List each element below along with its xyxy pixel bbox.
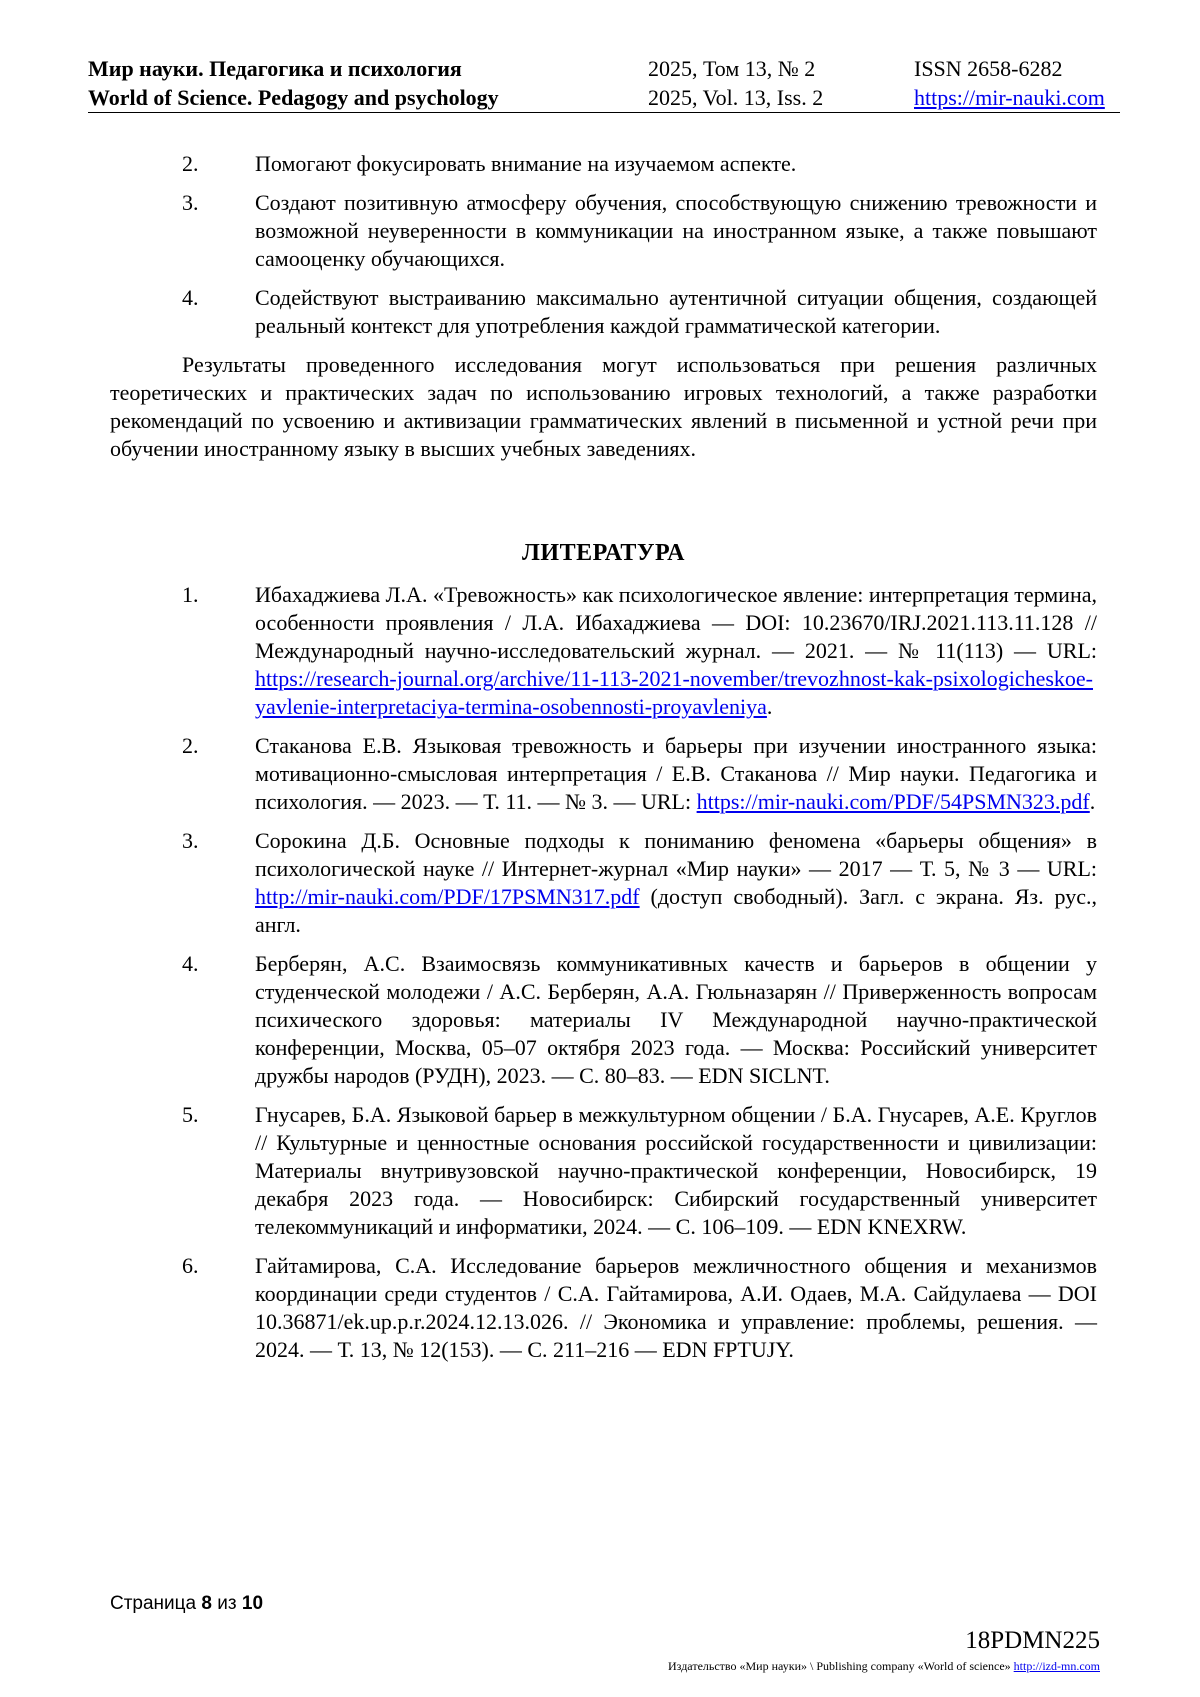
list-item-number: 3. — [182, 190, 199, 215]
reference-text: Берберян, А.С. Взаимосвязь коммуникативных качеств и барьеров в общении у студенческой молодежи / А.С. Берберян, А.А. Гюльназарян // Приверженность вопросам психического здоровья: материалы IV Международной научно-практической конференции, Москва, 05–07 октября 2023 года. — Москва: Российский университет дружбы народов (РУДН), 2023. — С. 80–83. — EDN SICLNT. — [255, 951, 1097, 1088]
issue-info — [648, 54, 823, 112]
issue-info-ru: 2025, Том 13, № 2 — [648, 56, 816, 81]
reference-text: Гнусарев, Б.А. Языковой барьер в межкультурном общении / Б.А. Гнусарев, А.Е. Круглов // Культурные и ценностные основания российской государственности и цивилизации: Материалы внутривузовской научно-практической конференции, Новосибирск, 19 декабря 2023 года. — Новосибирск: Сибирский государственный университет телекоммуникаций и информатики, 2024. — С. 106–109. — EDN KNEXRW. — [255, 1102, 1097, 1239]
reference-item — [110, 827, 1097, 939]
page-prefix: Страница — [110, 1593, 197, 1614]
journal-title-ru: Мир науки. Педагогика и психология — [88, 56, 462, 81]
list-item-text: Помогают фокусировать внимание на изучаемом аспекте. — [255, 151, 797, 176]
reference-item — [110, 1252, 1097, 1364]
issn: ISSN 2658-6282 — [914, 56, 1063, 81]
reference-text: Сорокина Д.Б. Основные подходы к пониманию феномена «барьеры общения» в психологической науке // Интернет-журнал «Мир науки» — 2017 — Т. 5, № 3 — URL: — [255, 828, 1097, 881]
publisher-line — [668, 1659, 1100, 1674]
reference-link[interactable]: http://mir-nauki.com/PDF/17PSMN317.pdf — [255, 884, 640, 909]
list-item — [110, 189, 1097, 273]
issue-info-en: 2025, Vol. 13, Iss. 2 — [648, 85, 824, 110]
reference-item — [110, 581, 1097, 721]
reference-link[interactable]: https://research-journal.org/archive/11-113-2021-november/trevozhnost-kak-psixologicheskoe-yavlenie-interpretaciya-termina-osobennosti-proyavleniya — [255, 666, 1093, 719]
page-of: из — [217, 1593, 237, 1614]
reference-link[interactable]: https://mir-nauki.com/PDF/54PSMN323.pdf — [696, 789, 1090, 814]
list-item-number: 2. — [182, 151, 199, 176]
list-item-number: 4. — [182, 285, 199, 310]
list-item — [110, 284, 1097, 340]
article-code: 18PDMN225 — [965, 1627, 1100, 1654]
article-body — [110, 150, 1097, 1375]
reference-text: Гайтамирова, С.А. Исследование барьеров межличностного общения и механизмов координации среди студентов / С.А. Гайтамирова, А.И. Одаев, М.А. Сайдулаева — DOI 10.36871/ek.up.p.r.2024.12.13.026. // Экономика и управление: проблемы, решения. — 2024. — Т. 13, № 12(153). — С. 211–216 — EDN FPTUJY. — [255, 1253, 1097, 1362]
list-item-text: Содействуют выстраиванию максимально аутентичной ситуации общения, создающей реальный контекст для употребления каждой грамматической категории. — [255, 285, 1097, 338]
journal-id — [914, 54, 1105, 112]
reference-number: 3. — [182, 828, 199, 853]
page-total: 10 — [241, 1593, 264, 1614]
list-item-text: Создают позитивную атмосферу обучения, способствующую снижению тревожности и возможной неуверенности в коммуникации на иностранном языке, а также повышают самооценку обучающихся. — [255, 190, 1097, 271]
journal-website-link[interactable]: https://mir-nauki.com — [914, 85, 1105, 110]
journal-title-en: World of Science. Pedagogy and psychology — [88, 85, 499, 110]
journal-title — [88, 54, 499, 112]
reference-item — [110, 950, 1097, 1090]
reference-text: Стаканова Е.В. Языковая тревожность и барьеры при изучении иностранного языка: мотивационно-смысловая интерпретация / Е.В. Стаканова // Мир науки. Педагогика и психология. — 2023. — Т. 11. — № 3. — URL: — [255, 733, 1097, 814]
reference-number: 4. — [182, 951, 199, 976]
page-header — [88, 54, 1120, 113]
reference-text: Ибахаджиева Л.А. «Тревожность» как психологическое явление: интерпретация термина, особенности проявления / Л.А. Ибахаджиева — DOI: 10.23670/IRJ.2021.113.11.128 // Международный научно-исследовательский журнал. — 2021. — № 11(113) — URL: — [255, 582, 1097, 663]
publisher-link[interactable]: http://izd-mn.com — [1013, 1659, 1100, 1673]
reference-number: 1. — [182, 582, 199, 607]
reference-tail: . — [766, 694, 773, 719]
reference-tail: (доступ свободный). Загл. с экрана. Яз. рус., англ. — [255, 884, 1097, 937]
page-current: 8 — [201, 1593, 212, 1614]
benefits-list — [110, 150, 1097, 340]
reference-item — [110, 1101, 1097, 1241]
page-number — [110, 1593, 263, 1615]
reference-item — [110, 732, 1097, 816]
reference-tail: . — [1089, 789, 1096, 814]
conclusion-paragraph: Результаты проведенного исследования могут использоваться при решения различных теоретических и практических задач по использованию игровых технологий, а также разработки рекомендаций по усвоению и активизации грамматических явлений в письменной и устной речи при обучении иностранному языку в высших учебных заведениях. — [110, 352, 1097, 461]
reference-number: 6. — [182, 1253, 199, 1278]
reference-number: 5. — [182, 1102, 199, 1127]
reference-number: 2. — [182, 733, 199, 758]
references-list — [110, 581, 1097, 1364]
publisher-text: Издательство «Мир науки» \ Publishing company «World of science» — [668, 1659, 1014, 1673]
list-item — [110, 150, 1097, 178]
references-title: ЛИТЕРАТУРА — [522, 540, 685, 566]
